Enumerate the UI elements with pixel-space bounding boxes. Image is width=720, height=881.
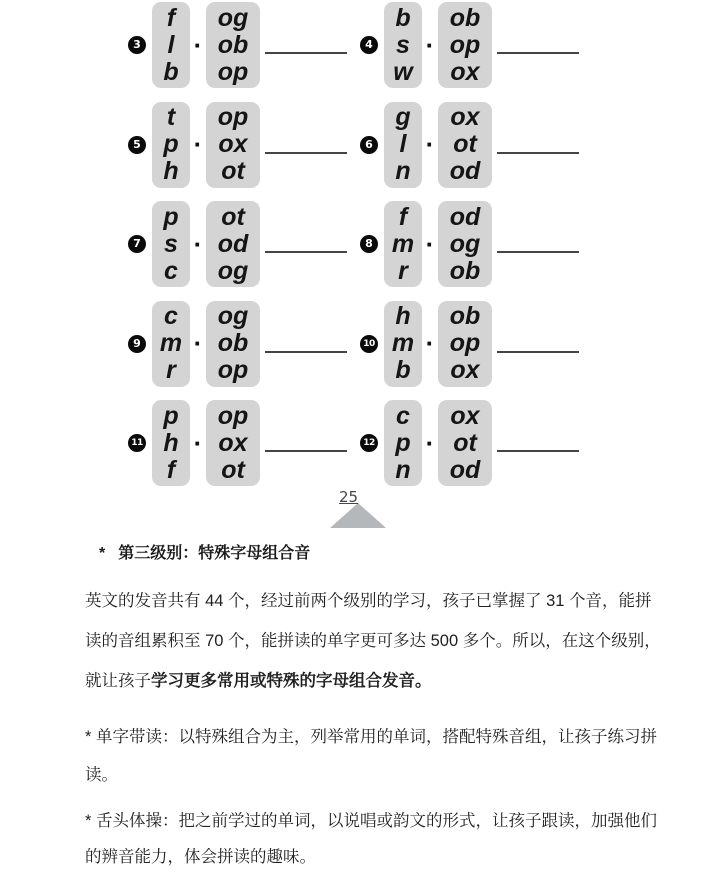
match-dot: · [193, 328, 203, 358]
combo-options-box [206, 102, 260, 188]
exercise-item-11 [128, 400, 360, 486]
exercise-item-9 [128, 301, 360, 387]
combo-option: og [449, 229, 481, 258]
paragraph-intro [85, 581, 661, 701]
page-number: 25 [339, 488, 359, 506]
combo-option: ot [453, 130, 477, 158]
match-dot: · [425, 129, 435, 159]
answer-blank [265, 52, 347, 54]
item-number-badge: 4 [360, 36, 378, 54]
combo-options-box [206, 201, 260, 287]
combo-option: ox [218, 130, 248, 158]
answer-blank [497, 52, 579, 54]
answer-blank [497, 450, 579, 452]
paragraph-text: 就让孩子 [85, 672, 151, 690]
paragraph-bold-text: 学习更多常用或特殊的字母组合发音。 [151, 672, 432, 690]
combo-options-box [206, 301, 260, 387]
combo-option: ot [221, 455, 245, 484]
match-dot: · [425, 328, 435, 358]
answer-blank [497, 251, 579, 253]
paragraph-line: 读的音组累积至 70 个，能拼读的单字更可多达 500 多个。所以，在这个级别， [85, 632, 661, 650]
item-number-badge: 8 [360, 235, 378, 253]
heading-bullet: * [99, 545, 106, 562]
item-number-badge: 7 [128, 235, 146, 253]
combo-option: ox [218, 428, 248, 457]
paragraph-line [85, 661, 655, 701]
section-heading [99, 540, 310, 563]
item-number-badge: 6 [360, 136, 378, 154]
letter-option: b [395, 3, 411, 32]
combo-option: ox [450, 401, 480, 430]
letter-option: s [396, 30, 410, 59]
combo-options-box [438, 2, 492, 88]
letter-option: c [396, 401, 410, 430]
letter-option: l [167, 30, 175, 59]
exercise-grid [128, 2, 585, 500]
combo-option: ob [449, 256, 481, 285]
match-dot: · [193, 129, 203, 159]
letter-option: b [395, 356, 411, 384]
paragraph-word-reading [85, 718, 658, 794]
combo-option: ob [449, 3, 481, 32]
combo-option: od [449, 455, 481, 484]
combo-option: od [449, 157, 481, 185]
letter-options-box [152, 301, 190, 387]
letter-options-box [152, 2, 190, 88]
letter-option: r [166, 356, 176, 384]
letter-options-box [152, 201, 190, 287]
item-number-badge: 3 [128, 36, 146, 54]
combo-option: ox [450, 103, 480, 131]
letter-option: g [395, 103, 411, 131]
answer-blank [497, 152, 579, 154]
exercise-item-12 [360, 400, 585, 486]
paragraph-tongue-exercise [85, 803, 658, 875]
paragraph-line: 英文的发音共有 44 个，经过前两个级别的学习，孩子已掌握了 31 个音，能拼 [85, 592, 652, 610]
letter-options-box [384, 2, 422, 88]
exercise-item-7 [128, 201, 360, 287]
combo-option: op [217, 356, 249, 384]
letter-option: w [393, 57, 413, 86]
letter-option: f [398, 202, 408, 231]
combo-option: op [217, 401, 249, 430]
letter-option: p [163, 130, 179, 158]
combo-option: od [217, 229, 249, 258]
combo-option: op [217, 57, 249, 86]
exercise-item-5 [128, 102, 360, 188]
answer-blank [497, 351, 579, 353]
item-number-badge: 9 [128, 335, 146, 353]
combo-option: ot [221, 202, 245, 231]
letter-option: s [164, 229, 178, 258]
combo-option: ob [217, 329, 249, 357]
answer-blank [265, 251, 347, 253]
answer-blank [265, 152, 347, 154]
combo-options-box [206, 400, 260, 486]
paragraph-line: * 舌头体操：把之前学过的单词，以说唱或韵文的形式，让孩子跟读，加强他们 [85, 812, 658, 830]
letter-options-box [384, 400, 422, 486]
letter-option: h [395, 302, 411, 330]
combo-option: ob [217, 30, 249, 59]
letter-options-box [384, 301, 422, 387]
letter-option: f [166, 3, 176, 32]
answer-blank [265, 351, 347, 353]
combo-option: ob [449, 302, 481, 330]
combo-option: ox [450, 356, 480, 384]
item-number-badge: 11 [128, 434, 146, 452]
match-dot: · [193, 427, 203, 458]
match-dot: · [193, 29, 203, 60]
letter-option: t [166, 103, 176, 131]
item-number-badge: 5 [128, 136, 146, 154]
exercise-item-10 [360, 301, 585, 387]
letter-option: b [163, 57, 179, 86]
paragraph-line: 的辨音能力，体会拼读的趣味。 [85, 848, 316, 866]
letter-option: m [391, 329, 415, 357]
letter-options-box [384, 201, 422, 287]
letter-option: m [391, 229, 415, 258]
letter-options-box [152, 400, 190, 486]
combo-option: ot [453, 428, 477, 457]
combo-options-box [438, 400, 492, 486]
letter-option: c [164, 256, 178, 285]
letter-option: r [398, 256, 408, 285]
combo-option: ox [450, 57, 480, 86]
letter-option: p [163, 401, 179, 430]
item-number-badge: 12 [360, 434, 378, 452]
combo-option: od [449, 202, 481, 231]
item-number-badge: 10 [360, 335, 378, 353]
letter-options-box [152, 102, 190, 188]
letter-option: p [395, 428, 411, 457]
letter-option: n [395, 455, 411, 484]
letter-option: h [163, 428, 179, 457]
letter-option: p [163, 202, 179, 231]
letter-option: m [159, 329, 183, 357]
paragraph-line: 读。 [85, 766, 118, 784]
letter-options-box [384, 102, 422, 188]
paragraph-line: * 单字带读：以特殊组合为主，列举常用的单词，搭配特殊音组，让孩子练习拼 [85, 728, 658, 746]
match-dot: · [193, 228, 203, 259]
letter-option: c [164, 302, 178, 330]
combo-option: op [217, 103, 249, 131]
answer-blank [265, 450, 347, 452]
letter-option: l [399, 130, 407, 158]
combo-options-box [438, 102, 492, 188]
page-corner-triangle [330, 503, 386, 528]
combo-option: og [217, 256, 249, 285]
heading-text: 第三级别：特殊字母组合音 [118, 545, 311, 562]
exercise-item-4 [360, 2, 585, 88]
combo-options-box [206, 2, 260, 88]
combo-options-box [438, 301, 492, 387]
combo-option: og [217, 3, 249, 32]
combo-option: og [217, 302, 249, 330]
match-dot: · [425, 29, 435, 60]
combo-options-box [438, 201, 492, 287]
letter-option: h [163, 157, 179, 185]
letter-option: n [395, 157, 411, 185]
exercise-item-6 [360, 102, 585, 188]
exercise-item-8 [360, 201, 585, 287]
combo-option: op [449, 329, 481, 357]
letter-option: f [166, 455, 176, 484]
combo-option: ot [221, 157, 245, 185]
match-dot: · [425, 228, 435, 259]
match-dot: · [425, 427, 435, 458]
combo-option: op [449, 30, 481, 59]
exercise-item-3 [128, 2, 360, 88]
